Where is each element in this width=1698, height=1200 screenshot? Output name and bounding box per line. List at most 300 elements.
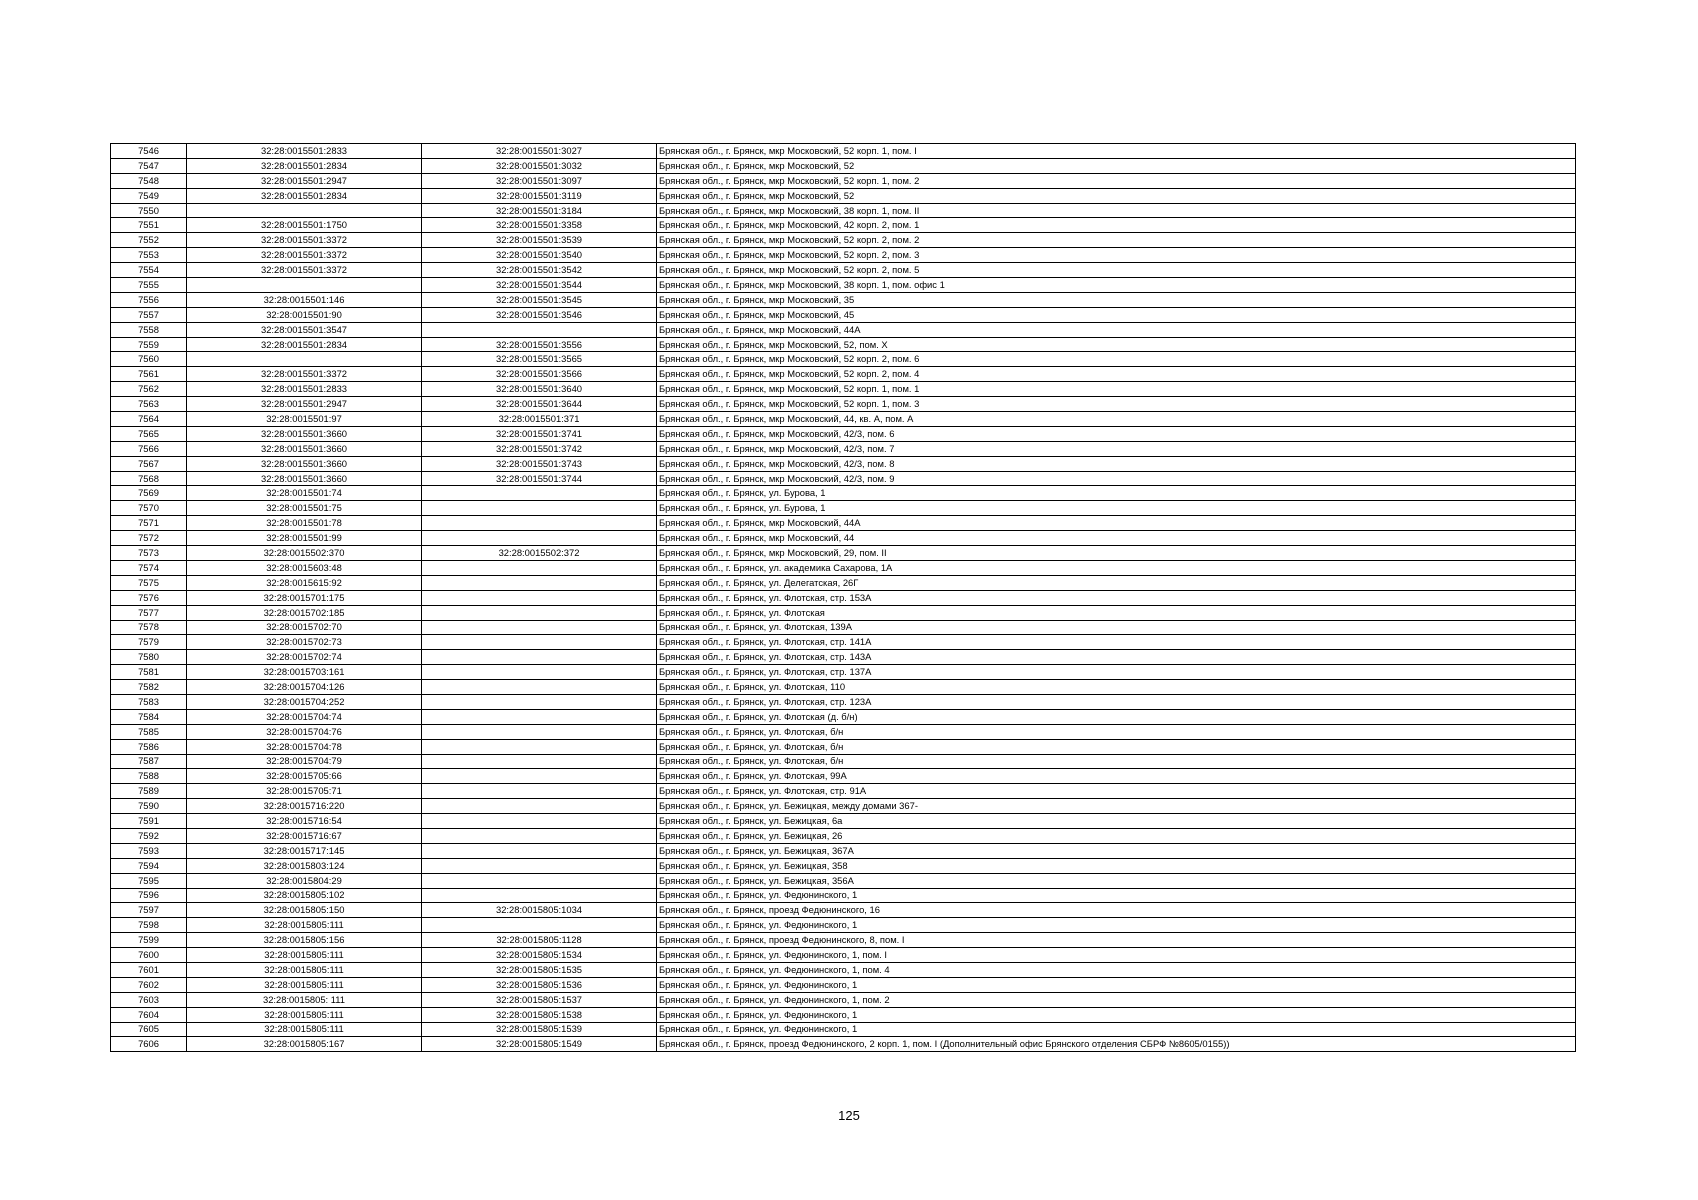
land-cadastral-number: 32:28:0015501:3547 bbox=[187, 322, 422, 337]
address-cell: Брянская обл., г. Брянск, ул. Бурова, 1 bbox=[657, 501, 1576, 516]
row-number: 7603 bbox=[111, 992, 187, 1007]
table-row bbox=[111, 977, 1576, 992]
cadastral-table-body bbox=[111, 144, 1576, 1052]
row-number: 7588 bbox=[111, 769, 187, 784]
table-row bbox=[111, 888, 1576, 903]
table-row bbox=[111, 590, 1576, 605]
premises-cadastral-number: 32:28:0015501:3539 bbox=[422, 233, 657, 248]
table-row bbox=[111, 1007, 1576, 1022]
row-number: 7581 bbox=[111, 665, 187, 680]
premises-cadastral-number: 32:28:0015502:372 bbox=[422, 546, 657, 561]
land-cadastral-number: 32:28:0015501:3660 bbox=[187, 456, 422, 471]
table-row bbox=[111, 754, 1576, 769]
table-row bbox=[111, 352, 1576, 367]
table-row bbox=[111, 560, 1576, 575]
table-row bbox=[111, 828, 1576, 843]
premises-cadastral-number: 32:28:0015501:3544 bbox=[422, 278, 657, 293]
land-cadastral-number: 32:28:0015501:99 bbox=[187, 531, 422, 546]
premises-cadastral-number: 32:28:0015805:1034 bbox=[422, 903, 657, 918]
premises-cadastral-number bbox=[422, 516, 657, 531]
row-number: 7600 bbox=[111, 948, 187, 963]
land-cadastral-number: 32:28:0015501:3660 bbox=[187, 441, 422, 456]
land-cadastral-number: 32:28:0015501:2834 bbox=[187, 188, 422, 203]
land-cadastral-number: 32:28:0015501:78 bbox=[187, 516, 422, 531]
land-cadastral-number: 32:28:0015805:111 bbox=[187, 948, 422, 963]
address-cell: Брянская обл., г. Брянск, мкр Московский, 52 корп. 1, пом. 2 bbox=[657, 173, 1576, 188]
address-cell: Брянская обл., г. Брянск, мкр Московский, 42/3, пом. 8 bbox=[657, 456, 1576, 471]
premises-cadastral-number bbox=[422, 635, 657, 650]
land-cadastral-number: 32:28:0015716:67 bbox=[187, 828, 422, 843]
land-cadastral-number: 32:28:0015716:220 bbox=[187, 799, 422, 814]
land-cadastral-number bbox=[187, 278, 422, 293]
premises-cadastral-number: 32:28:0015805:1128 bbox=[422, 933, 657, 948]
row-number: 7551 bbox=[111, 218, 187, 233]
premises-cadastral-number: 32:28:0015501:3566 bbox=[422, 367, 657, 382]
table-row bbox=[111, 575, 1576, 590]
address-cell: Брянская обл., г. Брянск, ул. Флотская bbox=[657, 605, 1576, 620]
premises-cadastral-number: 32:28:0015501:3358 bbox=[422, 218, 657, 233]
row-number: 7587 bbox=[111, 754, 187, 769]
row-number: 7557 bbox=[111, 307, 187, 322]
address-cell: Брянская обл., г. Брянск, ул. Бежицкая, 358 bbox=[657, 858, 1576, 873]
address-cell: Брянская обл., г. Брянск, мкр Московский, 44, кв. А, пом. А bbox=[657, 412, 1576, 427]
premises-cadastral-number bbox=[422, 769, 657, 784]
address-cell: Брянская обл., г. Брянск, мкр Московский, 44 bbox=[657, 531, 1576, 546]
address-cell: Брянская обл., г. Брянск, ул. Флотская, б/н bbox=[657, 724, 1576, 739]
table-row bbox=[111, 337, 1576, 352]
table-row bbox=[111, 412, 1576, 427]
land-cadastral-number: 32:28:0015803:124 bbox=[187, 858, 422, 873]
address-cell: Брянская обл., г. Брянск, ул. Флотская, б/н bbox=[657, 739, 1576, 754]
table-row bbox=[111, 188, 1576, 203]
table-row bbox=[111, 233, 1576, 248]
premises-cadastral-number: 32:28:0015501:3027 bbox=[422, 144, 657, 159]
row-number: 7582 bbox=[111, 680, 187, 695]
row-number: 7567 bbox=[111, 456, 187, 471]
land-cadastral-number: 32:28:0015501:2833 bbox=[187, 144, 422, 159]
table-row bbox=[111, 382, 1576, 397]
land-cadastral-number: 32:28:0015805:111 bbox=[187, 977, 422, 992]
address-cell: Брянская обл., г. Брянск, ул. Флотская, стр. 143А bbox=[657, 650, 1576, 665]
row-number: 7575 bbox=[111, 575, 187, 590]
premises-cadastral-number: 32:28:0015501:3546 bbox=[422, 307, 657, 322]
land-cadastral-number bbox=[187, 203, 422, 218]
row-number: 7569 bbox=[111, 486, 187, 501]
premises-cadastral-number bbox=[422, 531, 657, 546]
premises-cadastral-number bbox=[422, 560, 657, 575]
address-cell: Брянская обл., г. Брянск, ул. Флотская, стр. 137А bbox=[657, 665, 1576, 680]
land-cadastral-number: 32:28:0015502:370 bbox=[187, 546, 422, 561]
address-cell: Брянская обл., г. Брянск, ул. Федюнинского, 1 bbox=[657, 918, 1576, 933]
address-cell: Брянская обл., г. Брянск, ул. академика Сахарова, 1А bbox=[657, 560, 1576, 575]
address-cell: Брянская обл., г. Брянск, мкр Московский, 52 корп. 2, пом. 6 bbox=[657, 352, 1576, 367]
row-number: 7563 bbox=[111, 397, 187, 412]
land-cadastral-number: 32:28:0015805:167 bbox=[187, 1037, 422, 1052]
table-row bbox=[111, 680, 1576, 695]
address-cell: Брянская обл., г. Брянск, мкр Московский, 42/3, пом. 9 bbox=[657, 471, 1576, 486]
address-cell: Брянская обл., г. Брянск, ул. Флотская, 99А bbox=[657, 769, 1576, 784]
premises-cadastral-number bbox=[422, 888, 657, 903]
table-row bbox=[111, 501, 1576, 516]
land-cadastral-number: 32:28:0015501:2834 bbox=[187, 158, 422, 173]
row-number: 7584 bbox=[111, 709, 187, 724]
address-cell: Брянская обл., г. Брянск, мкр Московский, 35 bbox=[657, 292, 1576, 307]
row-number: 7550 bbox=[111, 203, 187, 218]
address-cell: Брянская обл., г. Брянск, ул. Федюнинского, 1 bbox=[657, 888, 1576, 903]
row-number: 7555 bbox=[111, 278, 187, 293]
premises-cadastral-number: 32:28:0015805:1537 bbox=[422, 992, 657, 1007]
address-cell: Брянская обл., г. Брянск, ул. Федюнинского, 1, пом. 4 bbox=[657, 962, 1576, 977]
table-row bbox=[111, 709, 1576, 724]
table-row bbox=[111, 814, 1576, 829]
table-row bbox=[111, 173, 1576, 188]
address-cell: Брянская обл., г. Брянск, мкр Московский, 52 bbox=[657, 188, 1576, 203]
address-cell: Брянская обл., г. Брянск, ул. Федюнинского, 1 bbox=[657, 1007, 1576, 1022]
address-cell: Брянская обл., г. Брянск, мкр Московский, 52 корп. 2, пом. 3 bbox=[657, 248, 1576, 263]
table-row bbox=[111, 650, 1576, 665]
row-number: 7601 bbox=[111, 962, 187, 977]
table-row bbox=[111, 218, 1576, 233]
address-cell: Брянская обл., г. Брянск, мкр Московский, 42/3, пом. 6 bbox=[657, 426, 1576, 441]
land-cadastral-number: 32:28:0015805:111 bbox=[187, 962, 422, 977]
table-row bbox=[111, 203, 1576, 218]
premises-cadastral-number bbox=[422, 575, 657, 590]
address-cell: Брянская обл., г. Брянск, ул. Флотская, стр. 123А bbox=[657, 694, 1576, 709]
row-number: 7594 bbox=[111, 858, 187, 873]
land-cadastral-number: 32:28:0015501:3660 bbox=[187, 471, 422, 486]
table-row bbox=[111, 918, 1576, 933]
row-number: 7596 bbox=[111, 888, 187, 903]
premises-cadastral-number bbox=[422, 754, 657, 769]
premises-cadastral-number bbox=[422, 858, 657, 873]
table-row bbox=[111, 441, 1576, 456]
row-number: 7580 bbox=[111, 650, 187, 665]
cadastral-table bbox=[110, 143, 1576, 1052]
row-number: 7605 bbox=[111, 1022, 187, 1037]
table-row bbox=[111, 665, 1576, 680]
land-cadastral-number: 32:28:0015704:79 bbox=[187, 754, 422, 769]
row-number: 7546 bbox=[111, 144, 187, 159]
premises-cadastral-number: 32:28:0015501:3097 bbox=[422, 173, 657, 188]
land-cadastral-number: 32:28:0015704:74 bbox=[187, 709, 422, 724]
table-row bbox=[111, 307, 1576, 322]
row-number: 7552 bbox=[111, 233, 187, 248]
row-number: 7568 bbox=[111, 471, 187, 486]
address-cell: Брянская обл., г. Брянск, ул. Делегатская, 26Г bbox=[657, 575, 1576, 590]
premises-cadastral-number: 32:28:0015805:1539 bbox=[422, 1022, 657, 1037]
land-cadastral-number: 32:28:0015716:54 bbox=[187, 814, 422, 829]
table-row bbox=[111, 397, 1576, 412]
premises-cadastral-number: 32:28:0015501:3742 bbox=[422, 441, 657, 456]
row-number: 7558 bbox=[111, 322, 187, 337]
premises-cadastral-number: 32:28:0015501:3032 bbox=[422, 158, 657, 173]
address-cell: Брянская обл., г. Брянск, мкр Московский, 29, пом. II bbox=[657, 546, 1576, 561]
land-cadastral-number: 32:28:0015805:111 bbox=[187, 918, 422, 933]
premises-cadastral-number bbox=[422, 724, 657, 739]
page-number: 125 bbox=[838, 1108, 860, 1123]
row-number: 7604 bbox=[111, 1007, 187, 1022]
premises-cadastral-number: 32:28:0015805:1538 bbox=[422, 1007, 657, 1022]
row-number: 7585 bbox=[111, 724, 187, 739]
premises-cadastral-number bbox=[422, 501, 657, 516]
land-cadastral-number: 32:28:0015805: 111 bbox=[187, 992, 422, 1007]
premises-cadastral-number: 32:28:0015501:371 bbox=[422, 412, 657, 427]
row-number: 7602 bbox=[111, 977, 187, 992]
land-cadastral-number: 32:28:0015501:74 bbox=[187, 486, 422, 501]
address-cell: Брянская обл., г. Брянск, проезд Федюнинского, 16 bbox=[657, 903, 1576, 918]
premises-cadastral-number: 32:28:0015501:3545 bbox=[422, 292, 657, 307]
table-row bbox=[111, 486, 1576, 501]
premises-cadastral-number bbox=[422, 843, 657, 858]
row-number: 7592 bbox=[111, 828, 187, 843]
premises-cadastral-number: 32:28:0015501:3540 bbox=[422, 248, 657, 263]
row-number: 7591 bbox=[111, 814, 187, 829]
land-cadastral-number: 32:28:0015702:185 bbox=[187, 605, 422, 620]
table-row bbox=[111, 471, 1576, 486]
premises-cadastral-number: 32:28:0015501:3556 bbox=[422, 337, 657, 352]
premises-cadastral-number bbox=[422, 322, 657, 337]
premises-cadastral-number: 32:28:0015501:3741 bbox=[422, 426, 657, 441]
table-row bbox=[111, 858, 1576, 873]
row-number: 7553 bbox=[111, 248, 187, 263]
address-cell: Брянская обл., г. Брянск, проезд Федюнинского, 8, пом. I bbox=[657, 933, 1576, 948]
row-number: 7590 bbox=[111, 799, 187, 814]
land-cadastral-number: 32:28:0015702:74 bbox=[187, 650, 422, 665]
address-cell: Брянская обл., г. Брянск, мкр Московский, 52 корп. 2, пом. 2 bbox=[657, 233, 1576, 248]
table-row bbox=[111, 1037, 1576, 1052]
premises-cadastral-number: 32:28:0015501:3542 bbox=[422, 263, 657, 278]
address-cell: Брянская обл., г. Брянск, проезд Федюнинского, 2 корп. 1, пом. I (Дополнительный офис Брянского отделения СБРФ №8605/0155)) bbox=[657, 1037, 1576, 1052]
address-cell: Брянская обл., г. Брянск, ул. Бежицкая, 367А bbox=[657, 843, 1576, 858]
table-row bbox=[111, 367, 1576, 382]
land-cadastral-number: 32:28:0015705:71 bbox=[187, 784, 422, 799]
land-cadastral-number: 32:28:0015501:1750 bbox=[187, 218, 422, 233]
row-number: 7595 bbox=[111, 873, 187, 888]
table-row bbox=[111, 948, 1576, 963]
row-number: 7574 bbox=[111, 560, 187, 575]
premises-cadastral-number: 32:28:0015501:3743 bbox=[422, 456, 657, 471]
land-cadastral-number: 32:28:0015615:92 bbox=[187, 575, 422, 590]
address-cell: Брянская обл., г. Брянск, ул. Федюнинского, 1, пом. 2 bbox=[657, 992, 1576, 1007]
table-row bbox=[111, 144, 1576, 159]
premises-cadastral-number bbox=[422, 486, 657, 501]
row-number: 7583 bbox=[111, 694, 187, 709]
premises-cadastral-number bbox=[422, 799, 657, 814]
table-row bbox=[111, 992, 1576, 1007]
row-number: 7599 bbox=[111, 933, 187, 948]
row-number: 7561 bbox=[111, 367, 187, 382]
table-row bbox=[111, 799, 1576, 814]
address-cell: Брянская обл., г. Брянск, ул. Флотская, стр. 141А bbox=[657, 635, 1576, 650]
address-cell: Брянская обл., г. Брянск, мкр Московский, 52 корп. 1, пом. 1 bbox=[657, 382, 1576, 397]
row-number: 7593 bbox=[111, 843, 187, 858]
row-number: 7571 bbox=[111, 516, 187, 531]
row-number: 7549 bbox=[111, 188, 187, 203]
address-cell: Брянская обл., г. Брянск, ул. Бежицкая, между домами 367- bbox=[657, 799, 1576, 814]
address-cell: Брянская обл., г. Брянск, ул. Федюнинского, 1 bbox=[657, 1022, 1576, 1037]
row-number: 7572 bbox=[111, 531, 187, 546]
row-number: 7579 bbox=[111, 635, 187, 650]
address-cell: Брянская обл., г. Брянск, мкр Московский, 45 bbox=[657, 307, 1576, 322]
land-cadastral-number: 32:28:0015501:2947 bbox=[187, 173, 422, 188]
premises-cadastral-number: 32:28:0015501:3644 bbox=[422, 397, 657, 412]
land-cadastral-number: 32:28:0015704:78 bbox=[187, 739, 422, 754]
table-row bbox=[111, 322, 1576, 337]
land-cadastral-number: 32:28:0015804:29 bbox=[187, 873, 422, 888]
land-cadastral-number: 32:28:0015501:3372 bbox=[187, 367, 422, 382]
address-cell: Брянская обл., г. Брянск, ул. Флотская, б/н bbox=[657, 754, 1576, 769]
land-cadastral-number: 32:28:0015704:76 bbox=[187, 724, 422, 739]
land-cadastral-number: 32:28:0015704:126 bbox=[187, 680, 422, 695]
table-row bbox=[111, 784, 1576, 799]
row-number: 7570 bbox=[111, 501, 187, 516]
address-cell: Брянская обл., г. Брянск, мкр Московский, 52 корп. 1, пом. I bbox=[657, 144, 1576, 159]
table-row bbox=[111, 248, 1576, 263]
premises-cadastral-number: 32:28:0015501:3565 bbox=[422, 352, 657, 367]
address-cell: Брянская обл., г. Брянск, мкр Московский, 42 корп. 2, пом. 1 bbox=[657, 218, 1576, 233]
table-row bbox=[111, 739, 1576, 754]
row-number: 7559 bbox=[111, 337, 187, 352]
premises-cadastral-number: 32:28:0015805:1536 bbox=[422, 977, 657, 992]
land-cadastral-number: 32:28:0015805:156 bbox=[187, 933, 422, 948]
premises-cadastral-number: 32:28:0015501:3119 bbox=[422, 188, 657, 203]
address-cell: Брянская обл., г. Брянск, ул. Федюнинского, 1, пом. I bbox=[657, 948, 1576, 963]
land-cadastral-number: 32:28:0015501:3372 bbox=[187, 263, 422, 278]
table-row bbox=[111, 278, 1576, 293]
premises-cadastral-number bbox=[422, 620, 657, 635]
address-cell: Брянская обл., г. Брянск, мкр Московский, 38 корп. 1, пом. II bbox=[657, 203, 1576, 218]
address-cell: Брянская обл., г. Брянск, мкр Московский, 52, пом. X bbox=[657, 337, 1576, 352]
land-cadastral-number: 32:28:0015603:48 bbox=[187, 560, 422, 575]
table-row bbox=[111, 1022, 1576, 1037]
premises-cadastral-number bbox=[422, 665, 657, 680]
row-number: 7548 bbox=[111, 173, 187, 188]
address-cell: Брянская обл., г. Брянск, ул. Флотская, стр. 91А bbox=[657, 784, 1576, 799]
row-number: 7560 bbox=[111, 352, 187, 367]
table-row bbox=[111, 903, 1576, 918]
land-cadastral-number: 32:28:0015501:2947 bbox=[187, 397, 422, 412]
row-number: 7565 bbox=[111, 426, 187, 441]
land-cadastral-number: 32:28:0015705:66 bbox=[187, 769, 422, 784]
address-cell: Брянская обл., г. Брянск, мкр Московский, 52 корп. 2, пом. 4 bbox=[657, 367, 1576, 382]
address-cell: Брянская обл., г. Брянск, ул. Бурова, 1 bbox=[657, 486, 1576, 501]
table-row bbox=[111, 531, 1576, 546]
premises-cadastral-number bbox=[422, 739, 657, 754]
land-cadastral-number: 32:28:0015501:2834 bbox=[187, 337, 422, 352]
table-row bbox=[111, 605, 1576, 620]
table-row bbox=[111, 263, 1576, 278]
land-cadastral-number: 32:28:0015805:111 bbox=[187, 1022, 422, 1037]
address-cell: Брянская обл., г. Брянск, ул. Бежицкая, 356А bbox=[657, 873, 1576, 888]
land-cadastral-number: 32:28:0015501:3372 bbox=[187, 248, 422, 263]
table-row bbox=[111, 769, 1576, 784]
premises-cadastral-number: 32:28:0015805:1534 bbox=[422, 948, 657, 963]
address-cell: Брянская обл., г. Брянск, ул. Флотская, 110 bbox=[657, 680, 1576, 695]
land-cadastral-number: 32:28:0015805:102 bbox=[187, 888, 422, 903]
land-cadastral-number: 32:28:0015501:146 bbox=[187, 292, 422, 307]
land-cadastral-number bbox=[187, 352, 422, 367]
table-row bbox=[111, 724, 1576, 739]
address-cell: Брянская обл., г. Брянск, мкр Московский, 52 корп. 1, пом. 3 bbox=[657, 397, 1576, 412]
land-cadastral-number: 32:28:0015501:2833 bbox=[187, 382, 422, 397]
address-cell: Брянская обл., г. Брянск, мкр Московский, 44А bbox=[657, 516, 1576, 531]
premises-cadastral-number bbox=[422, 694, 657, 709]
row-number: 7606 bbox=[111, 1037, 187, 1052]
premises-cadastral-number bbox=[422, 873, 657, 888]
row-number: 7554 bbox=[111, 263, 187, 278]
row-number: 7578 bbox=[111, 620, 187, 635]
address-cell: Брянская обл., г. Брянск, мкр Московский, 44А bbox=[657, 322, 1576, 337]
row-number: 7577 bbox=[111, 605, 187, 620]
address-cell: Брянская обл., г. Брянск, ул. Флотская (д. б/н) bbox=[657, 709, 1576, 724]
premises-cadastral-number bbox=[422, 650, 657, 665]
premises-cadastral-number bbox=[422, 605, 657, 620]
land-cadastral-number: 32:28:0015501:3660 bbox=[187, 426, 422, 441]
row-number: 7598 bbox=[111, 918, 187, 933]
address-cell: Брянская обл., г. Брянск, мкр Московский, 52 bbox=[657, 158, 1576, 173]
address-cell: Брянская обл., г. Брянск, мкр Московский, 38 корп. 1, пом. офис 1 bbox=[657, 278, 1576, 293]
premises-cadastral-number: 32:28:0015501:3744 bbox=[422, 471, 657, 486]
table-row bbox=[111, 158, 1576, 173]
table-row bbox=[111, 635, 1576, 650]
land-cadastral-number: 32:28:0015501:90 bbox=[187, 307, 422, 322]
land-cadastral-number: 32:28:0015501:3372 bbox=[187, 233, 422, 248]
premises-cadastral-number: 32:28:0015805:1549 bbox=[422, 1037, 657, 1052]
premises-cadastral-number bbox=[422, 814, 657, 829]
address-cell: Брянская обл., г. Брянск, ул. Флотская, стр. 153А bbox=[657, 590, 1576, 605]
premises-cadastral-number: 32:28:0015501:3184 bbox=[422, 203, 657, 218]
premises-cadastral-number bbox=[422, 784, 657, 799]
row-number: 7562 bbox=[111, 382, 187, 397]
land-cadastral-number: 32:28:0015703:161 bbox=[187, 665, 422, 680]
land-cadastral-number: 32:28:0015805:150 bbox=[187, 903, 422, 918]
premises-cadastral-number bbox=[422, 680, 657, 695]
land-cadastral-number: 32:28:0015501:97 bbox=[187, 412, 422, 427]
table-row bbox=[111, 843, 1576, 858]
table-row bbox=[111, 456, 1576, 471]
table-row bbox=[111, 426, 1576, 441]
land-cadastral-number: 32:28:0015701:175 bbox=[187, 590, 422, 605]
premises-cadastral-number: 32:28:0015501:3640 bbox=[422, 382, 657, 397]
land-cadastral-number: 32:28:0015717:145 bbox=[187, 843, 422, 858]
premises-cadastral-number bbox=[422, 709, 657, 724]
premises-cadastral-number bbox=[422, 828, 657, 843]
row-number: 7547 bbox=[111, 158, 187, 173]
premises-cadastral-number bbox=[422, 918, 657, 933]
table-row bbox=[111, 694, 1576, 709]
table-row bbox=[111, 620, 1576, 635]
address-cell: Брянская обл., г. Брянск, ул. Бежицкая, 6а bbox=[657, 814, 1576, 829]
row-number: 7556 bbox=[111, 292, 187, 307]
land-cadastral-number: 32:28:0015704:252 bbox=[187, 694, 422, 709]
table-row bbox=[111, 516, 1576, 531]
table-row bbox=[111, 546, 1576, 561]
table-row bbox=[111, 962, 1576, 977]
table-row bbox=[111, 873, 1576, 888]
address-cell: Брянская обл., г. Брянск, мкр Московский, 42/3, пом. 7 bbox=[657, 441, 1576, 456]
land-cadastral-number: 32:28:0015805:111 bbox=[187, 1007, 422, 1022]
table-row bbox=[111, 292, 1576, 307]
land-cadastral-number: 32:28:0015702:73 bbox=[187, 635, 422, 650]
land-cadastral-number: 32:28:0015702:70 bbox=[187, 620, 422, 635]
address-cell: Брянская обл., г. Брянск, ул. Бежицкая, 26 bbox=[657, 828, 1576, 843]
table-row bbox=[111, 933, 1576, 948]
row-number: 7573 bbox=[111, 546, 187, 561]
row-number: 7564 bbox=[111, 412, 187, 427]
address-cell: Брянская обл., г. Брянск, ул. Федюнинского, 1 bbox=[657, 977, 1576, 992]
address-cell: Брянская обл., г. Брянск, мкр Московский, 52 корп. 2, пом. 5 bbox=[657, 263, 1576, 278]
row-number: 7566 bbox=[111, 441, 187, 456]
